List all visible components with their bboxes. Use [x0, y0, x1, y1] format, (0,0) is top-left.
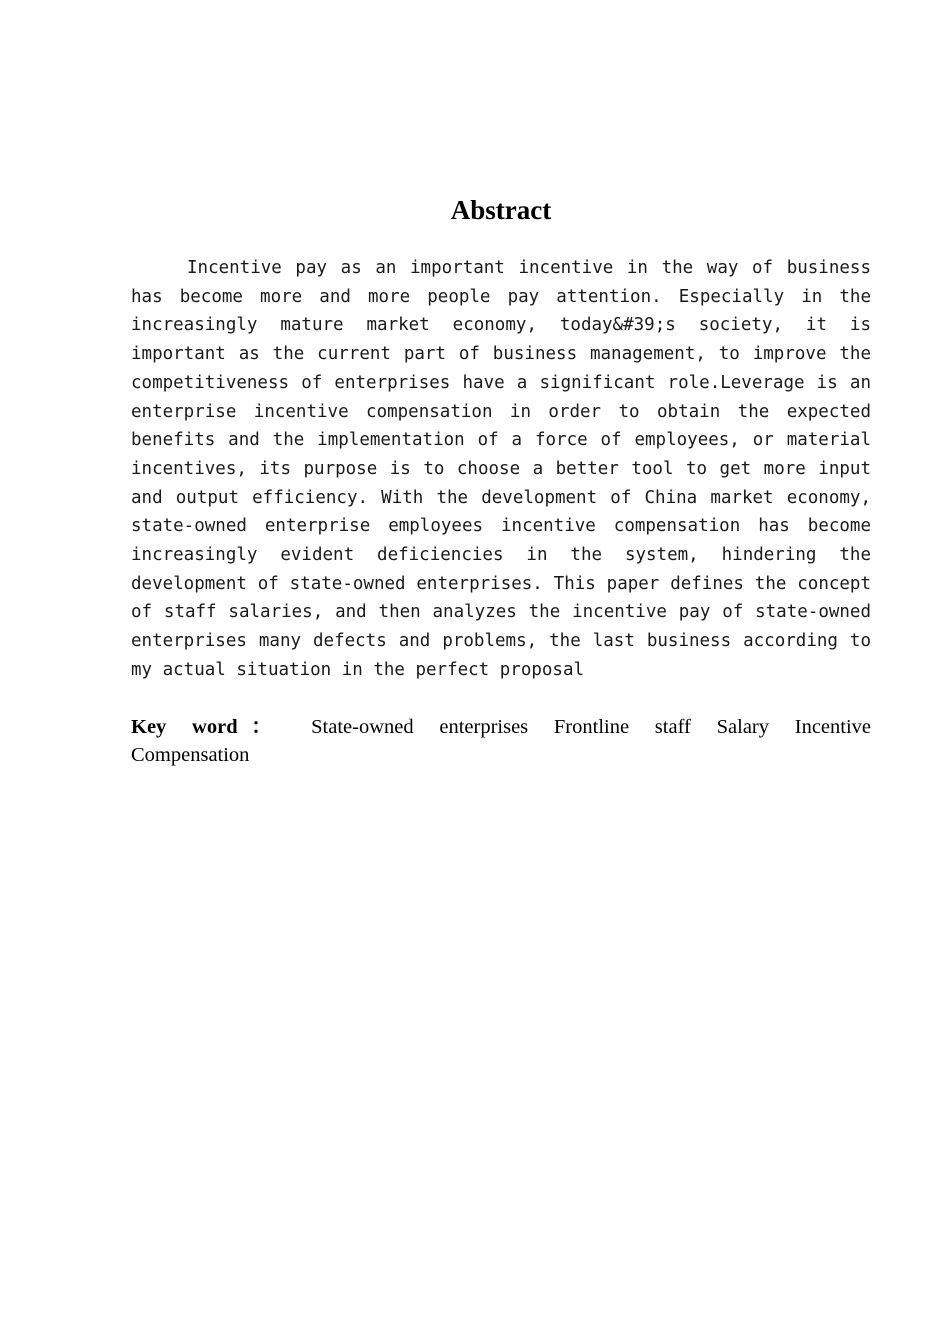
abstract-title: Abstract	[450, 195, 552, 225]
keywords-list: State-owned enterprises Frontline staff Salary Incentive Compensation	[131, 716, 872, 766]
keywords-label: Key word：	[131, 716, 286, 738]
keywords-line	[131, 713, 871, 769]
abstract-body: Incentive pay as an important incentive in the way of business has become more and more people pay attention. Especially in the increasingly mature market economy, today&#39;s society, it is important as the current part of business management, to improve the competitiveness of enterprises have a significant role.Leverage is an enterprise incentive compensation in order to obtain the expected benefits and the implementation of a force of employees, or material incentives, its purpose is to choose a better tool to get more input and output efficiency. With the development of China market economy, state-owned enterprise employees incentive compensation has become increasingly evident deficiencies in the system, hindering the development of state-owned enterprises. This paper defines the concept of staff salaries, and then analyzes the incentive pay of state-owned enterprises many defects and problems, the last business according to my actual situation in the perfect proposal	[131, 258, 871, 680]
